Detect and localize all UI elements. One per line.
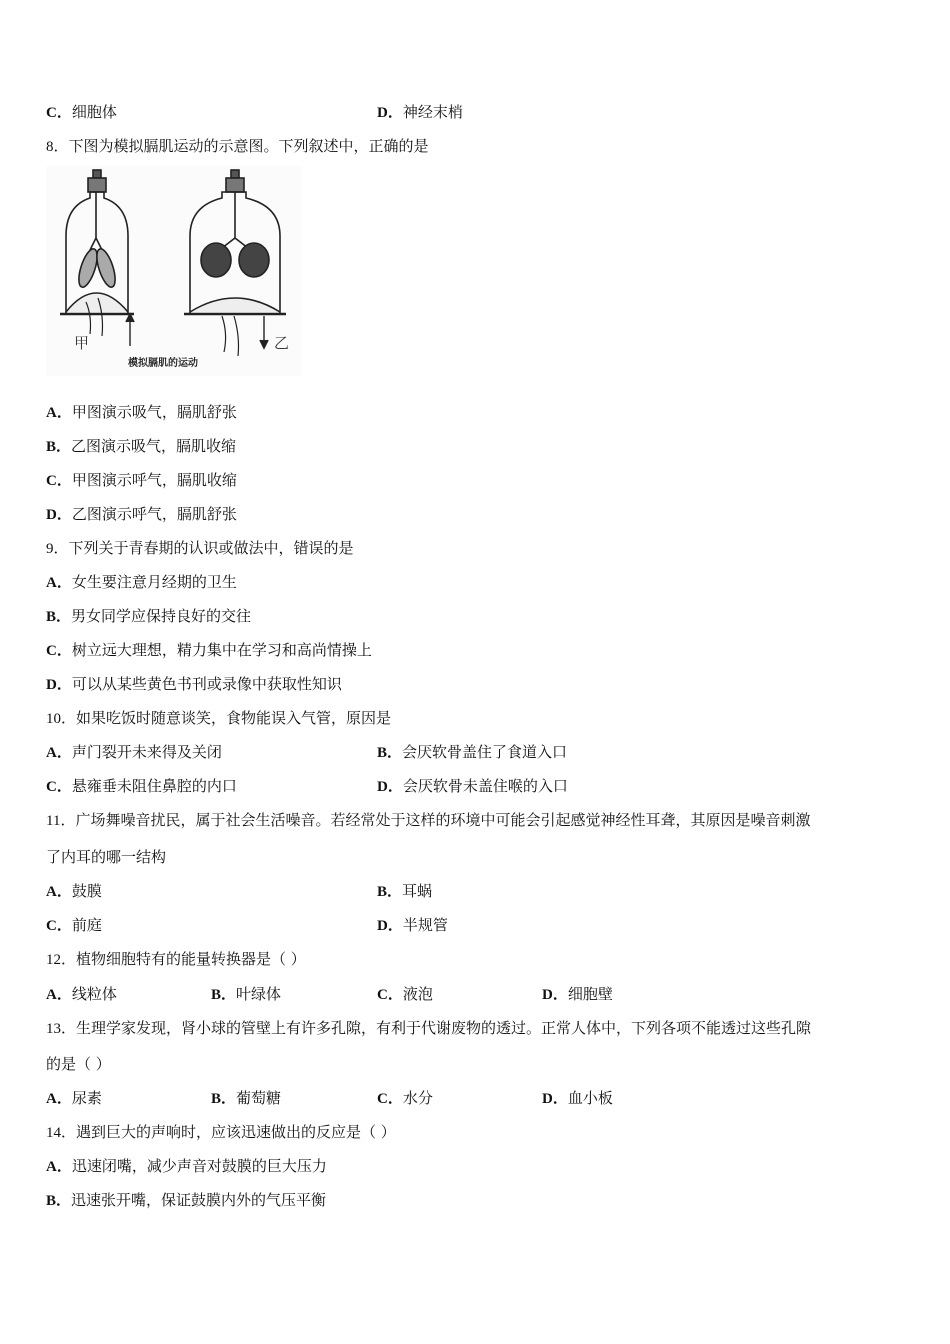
question-12-stem <box>46 949 306 970</box>
question-13-stem <box>46 1018 811 1039</box>
option-letter: A． <box>46 884 72 900</box>
option-letter: D． <box>46 677 72 693</box>
option-text: 悬雍垂未阻住鼻腔的内口 <box>71 777 237 795</box>
option-text: 鼓膜 <box>71 882 102 900</box>
question-9-stem <box>46 538 354 559</box>
option-letter: A． <box>46 1091 72 1107</box>
question-8-stem <box>46 136 429 157</box>
option-text: 血小板 <box>567 1089 613 1107</box>
option-text: 线粒体 <box>71 985 117 1003</box>
q11-option-a[interactable] <box>46 881 102 902</box>
question-text: 遇到巨大的声响时，应该迅速做出的反应是（ ） <box>76 1123 396 1141</box>
q9-option-d[interactable] <box>46 674 342 695</box>
q13-option-b[interactable] <box>211 1088 281 1109</box>
question-11-stem-continued: 了内耳的哪一结构 <box>46 848 167 866</box>
option-letter: C． <box>377 1091 403 1107</box>
option-letter: A． <box>46 745 72 761</box>
q13-option-a[interactable] <box>46 1088 102 1109</box>
question-text: 如果吃饭时随意谈笑，食物能误入气管，原因是 <box>76 709 392 727</box>
option-letter: C． <box>46 473 72 489</box>
q14-option-b[interactable] <box>46 1190 326 1211</box>
option-text: 液泡 <box>402 985 433 1003</box>
option-letter: A． <box>46 575 72 591</box>
option-text: 乙图演示吸气，膈肌收缩 <box>71 437 237 455</box>
question-text: 广场舞噪音扰民，属于社会生活噪音。若经常处于这样的环境中可能会引起感觉神经性耳聋，其原因是噪音刺激 <box>75 811 811 829</box>
q9-option-c[interactable] <box>46 640 372 661</box>
option-letter: B． <box>46 439 72 455</box>
option-letter: A． <box>46 987 72 1003</box>
option-text: 会厌软骨未盖住喉的入口 <box>402 777 568 795</box>
question-number: 11． <box>46 813 76 829</box>
question-14-stem <box>46 1122 396 1143</box>
q12-option-b[interactable] <box>211 984 281 1005</box>
option-text: 葡萄糖 <box>236 1089 282 1107</box>
question-number: 9． <box>46 541 69 557</box>
option-text: 女生要注意月经期的卫生 <box>71 573 237 591</box>
option-text: 前庭 <box>71 916 102 934</box>
question-number: 10． <box>46 711 77 727</box>
option-letter: C． <box>46 105 72 121</box>
diaphragm-model-figure <box>46 166 302 376</box>
q10-option-c[interactable] <box>46 776 237 797</box>
option-letter: D． <box>377 779 403 795</box>
question-number: 13． <box>46 1021 77 1037</box>
question-number: 14． <box>46 1125 77 1141</box>
question-text: 下图为模拟膈肌运动的示意图。下列叙述中，正确的是 <box>68 137 429 155</box>
q8-option-c[interactable] <box>46 470 237 491</box>
option-text: 半规管 <box>402 916 448 934</box>
option-text: 树立远大理想，精力集中在学习和高尚情操上 <box>71 641 372 659</box>
option-letter: D． <box>377 105 403 121</box>
q8-option-a[interactable] <box>46 402 237 423</box>
option-text: 声门裂开未来得及关闭 <box>71 743 222 761</box>
option-letter: D． <box>377 918 403 934</box>
figure-caption: 模拟膈肌的运动 <box>128 358 198 369</box>
option-letter: A． <box>46 405 72 421</box>
question-text: 下列关于青春期的认识或做法中，错误的是 <box>68 539 354 557</box>
option-letter: B． <box>46 609 72 625</box>
option-letter: B． <box>46 1193 72 1209</box>
option-letter: B． <box>211 1091 237 1107</box>
question-number: 8． <box>46 139 69 155</box>
q9-option-a[interactable] <box>46 572 237 593</box>
option-text: 叶绿体 <box>236 985 282 1003</box>
option-letter: B． <box>211 987 237 1003</box>
label-yi: 乙 <box>274 334 290 352</box>
question-11-stem <box>46 810 810 831</box>
prev-option-d <box>377 102 463 123</box>
option-text: 会厌软骨盖住了食道入口 <box>402 743 568 761</box>
option-text: 可以从某些黄色书刊或录像中获取性知识 <box>71 675 342 693</box>
option-letter: C． <box>377 987 403 1003</box>
q12-option-a[interactable] <box>46 984 117 1005</box>
option-letter: B． <box>377 884 403 900</box>
option-text: 细胞体 <box>71 103 117 121</box>
diaphragm-model-diagram <box>46 166 302 376</box>
option-text: 水分 <box>402 1089 433 1107</box>
option-text: 男女同学应保持良好的交往 <box>71 607 252 625</box>
option-text: 甲图演示呼气，膈肌收缩 <box>71 471 237 489</box>
option-text: 神经末梢 <box>402 103 463 121</box>
bell-jar-left <box>60 170 134 346</box>
option-text: 甲图演示吸气，膈肌舒张 <box>71 403 237 421</box>
option-letter: B． <box>377 745 403 761</box>
option-text: 迅速张开嘴，保证鼓膜内外的气压平衡 <box>71 1191 327 1209</box>
option-letter: D． <box>542 1091 568 1107</box>
option-text: 迅速闭嘴，减少声音对鼓膜的巨大压力 <box>71 1157 327 1175</box>
q11-option-d[interactable] <box>377 915 448 936</box>
question-13-stem-continued: 的是（ ） <box>46 1055 111 1073</box>
q10-option-b[interactable] <box>377 742 567 763</box>
option-text: 耳蜗 <box>402 882 433 900</box>
option-letter: A． <box>46 1159 72 1175</box>
q11-option-c[interactable] <box>46 915 102 936</box>
q14-option-a[interactable] <box>46 1156 327 1177</box>
question-number: 12． <box>46 952 77 968</box>
option-text: 尿素 <box>71 1089 102 1107</box>
option-letter: C． <box>46 779 72 795</box>
option-letter: D． <box>542 987 568 1003</box>
q8-option-b[interactable] <box>46 436 236 457</box>
option-text: 细胞壁 <box>567 985 613 1003</box>
question-text: 生理学家发现，肾小球的管壁上有许多孔隙，有利于代谢废物的透过。正常人体中，下列各项不能透过这些孔隙 <box>76 1019 812 1037</box>
question-text: 植物细胞特有的能量转换器是（ ） <box>76 950 306 968</box>
option-letter: C． <box>46 918 72 934</box>
option-text: 乙图演示呼气，膈肌舒张 <box>71 505 237 523</box>
q11-option-b[interactable] <box>377 881 432 902</box>
q12-option-c[interactable] <box>377 984 433 1005</box>
q12-option-d[interactable] <box>542 984 613 1005</box>
label-jia: 甲 <box>74 334 90 352</box>
bell-jar-right <box>184 170 286 356</box>
q10-option-a[interactable] <box>46 742 222 763</box>
option-letter: C． <box>46 643 72 659</box>
q9-option-b[interactable] <box>46 606 251 627</box>
q8-option-d[interactable] <box>46 504 237 525</box>
option-letter: D． <box>46 507 72 523</box>
q13-option-d[interactable] <box>542 1088 613 1109</box>
q10-option-d[interactable] <box>377 776 568 797</box>
prev-option-c <box>46 102 117 123</box>
q13-option-c[interactable] <box>377 1088 433 1109</box>
question-10-stem <box>46 708 391 729</box>
